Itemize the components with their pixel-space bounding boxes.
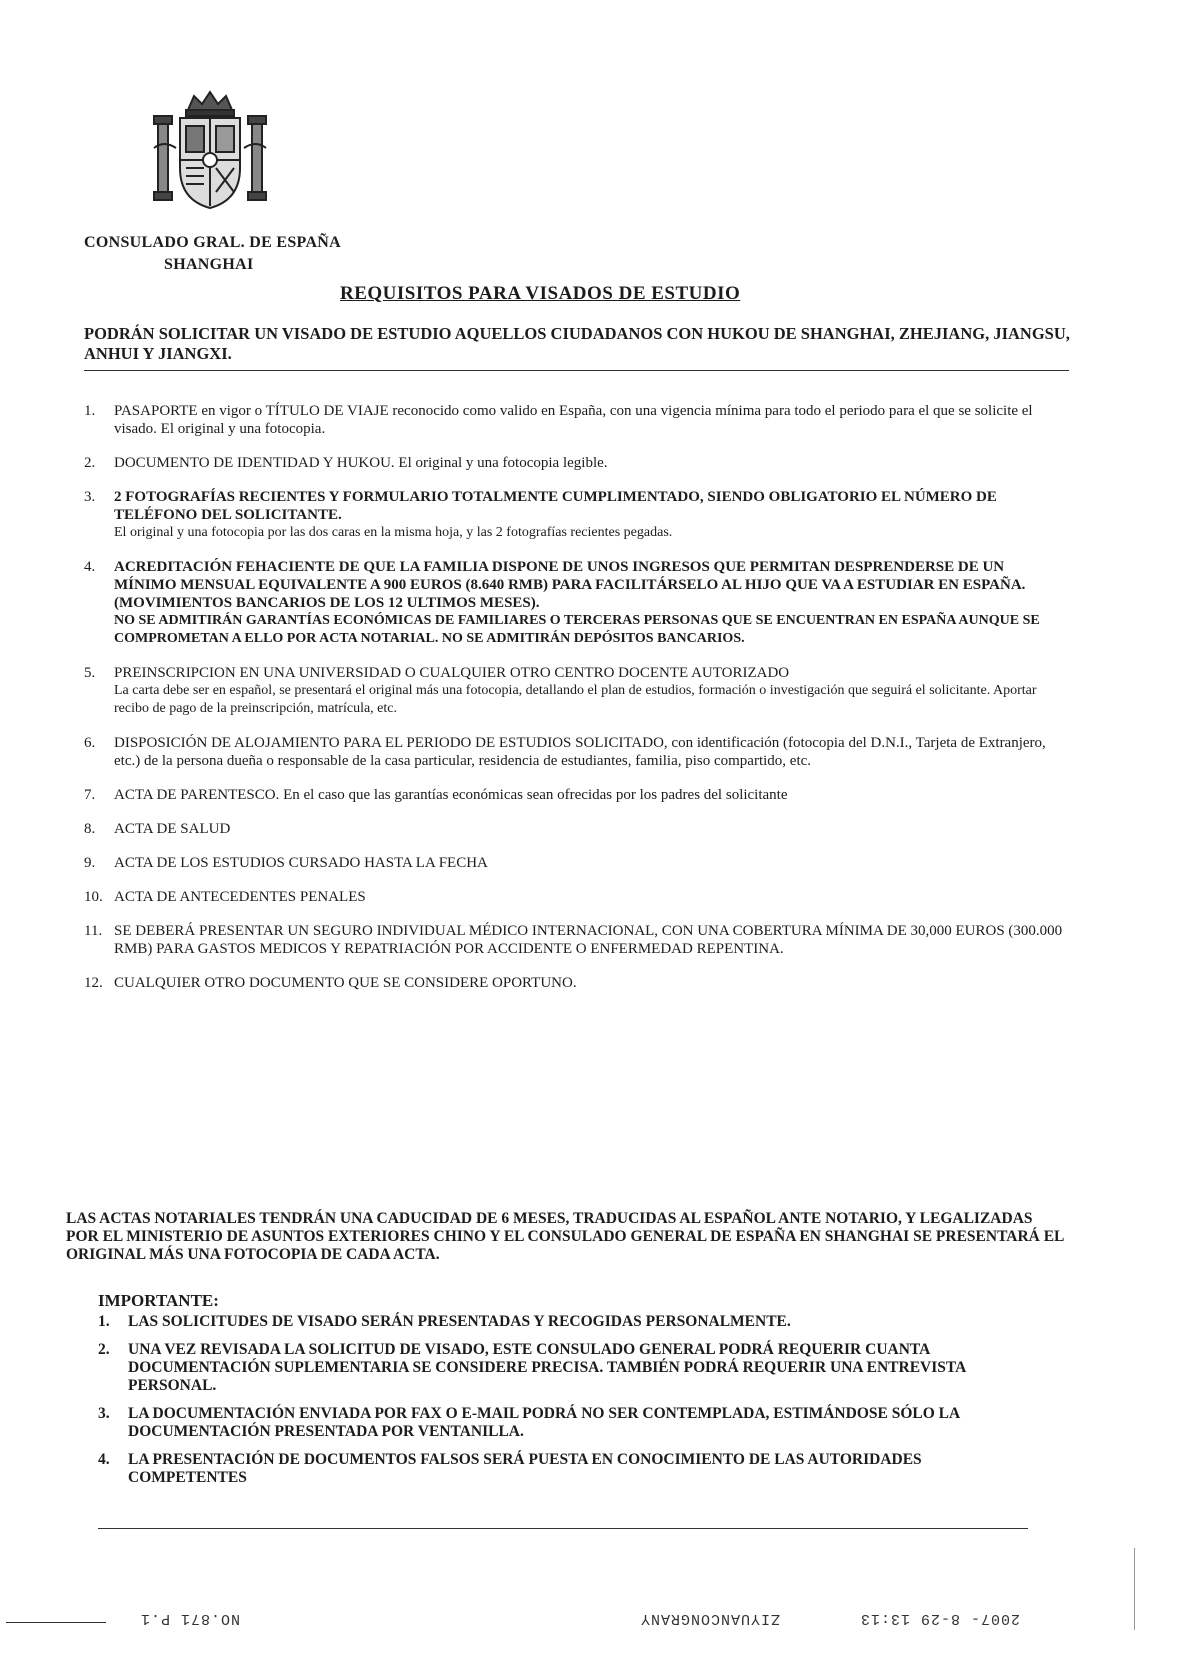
consulate-name	[84, 232, 341, 276]
item-number: 7.	[84, 787, 96, 803]
important-heading: IMPORTANTE:	[98, 1291, 219, 1310]
item-text: DOCUMENTO DE IDENTIDAD Y HUKOU. El original y una fotocopia legible.	[114, 455, 608, 471]
list-item	[84, 734, 1064, 770]
item-number: 8.	[84, 821, 96, 837]
item-text: ACTA DE SALUD	[114, 821, 231, 837]
intro-paragraph: PODRÁN SOLICITAR UN VISADO DE ESTUDIO AQUELLOS CIUDADANOS CON HUKOU DE SHANGHAI, ZHEJIANG, JIANGSU, ANHUI Y JIANGXI.	[84, 324, 1070, 363]
item-text: ACTA DE PARENTESCO. En el caso que las garantías económicas sean ofrecidas por los padres del solicitante	[114, 787, 788, 803]
item-text: 2 FOTOGRAFÍAS RECIENTES Y FORMULARIO TOTALMENTE CUMPLIMENTADO, SIENDO OBLIGATORIO EL NÚMERO DE TELÉFONO DEL SOLICITANTE.	[114, 489, 997, 523]
item-number: 1.	[84, 403, 96, 419]
list-item	[84, 558, 1064, 648]
spanish-coat-of-arms-icon	[150, 88, 270, 213]
page-title: REQUISITOS PARA VISADOS DE ESTUDIO	[340, 283, 741, 304]
item-text: LA DOCUMENTACIÓN ENVIADA POR FAX O E-MAIL PODRÁ NO SER CONTEMPLADA, ESTIMÁNDOSE SÓLO LA DOCUMENTACIÓN PRESENTADA POR VENTANILLA.	[128, 1405, 960, 1440]
list-item	[84, 786, 1064, 804]
list-item	[98, 1341, 1038, 1395]
item-text: SE DEBERÁ PRESENTAR UN SEGURO INDIVIDUAL MÉDICO INTERNACIONAL, CON UNA COBERTURA MÍNIMA DE 30,000 EUROS (300.000 RMB) PARA GASTOS MEDICOS Y REPATRIACIÓN POR ACCIDENTE O ENFERMEDAD REPENTINA.	[114, 923, 1063, 957]
item-text: CUALQUIER OTRO DOCUMENTO QUE SE CONSIDERE OPORTUNO.	[114, 975, 577, 991]
item-text: ACTA DE ANTECEDENTES PENALES	[114, 889, 366, 905]
item-text: DISPOSICIÓN DE ALOJAMIENTO PARA EL PERIODO DE ESTUDIOS SOLICITADO, con identificación (fotocopia del D.N.I., Tarjeta de Extranjero, etc.) de la persona dueña o responsable de la casa particular, residencia de estudiantes, familia, piso compartido, etc.	[114, 735, 1046, 769]
item-number: 2.	[98, 1341, 110, 1358]
item-number: 1.	[98, 1313, 110, 1330]
item-subtext: El original y una fotocopia por las dos caras en la misma hoja, y las 2 fotografías recientes pegadas.	[114, 525, 673, 540]
item-text: LAS SOLICITUDES DE VISADO SERÁN PRESENTADAS Y RECOGIDAS PERSONALMENTE.	[128, 1313, 791, 1330]
item-number: 11.	[84, 923, 103, 939]
item-number: 9.	[84, 855, 96, 871]
item-number: 4.	[98, 1451, 110, 1468]
divider-bottom	[98, 1528, 1028, 1529]
consulate-line-2: SHANGHAI	[164, 256, 254, 273]
item-text: ACTA DE LOS ESTUDIOS CURSADO HASTA LA FECHA	[114, 855, 488, 871]
list-item	[98, 1405, 1038, 1441]
item-number: 3.	[84, 489, 96, 505]
item-number: 10.	[84, 889, 103, 905]
item-text: PASAPORTE en vigor o TÍTULO DE VIAJE reconocido como valido en España, con una vigencia mínima para todo el periodo para el que se solicite el visado. El original y una fotocopia.	[114, 403, 1033, 437]
item-text: UNA VEZ REVISADA LA SOLICITUD DE VISADO, ESTE CONSULADO GENERAL PODRÁ REQUERIR CUANTA DOCUMENTACIÓN SUPLEMENTARIA SE CONSIDERE PRECISA. TAMBIÉN PODRÁ REQUERIR UNA ENTREVISTA PERSONAL.	[128, 1341, 966, 1394]
item-text: ACREDITACIÓN FEHACIENTE DE QUE LA FAMILIA DISPONE DE UNOS INGRESOS QUE PERMITAN DESPRENDERSE DE UN MÍNIMO MENSUAL EQUIVALENTE A 900 EUROS (8.640 RMB) PARA FACILITÁRSELO AL HIJO QUE VA A ESTUDIAR EN ESPAÑA. (MOVIMIENTOS BANCARIOS DE LOS 12 ULTIMOS MESES).	[114, 559, 1026, 611]
list-item	[84, 854, 1064, 872]
item-subtext: La carta debe ser en español, se presentará el original más una fotocopia, detallando el plan de estudios, formación o investigación que seguirá el solicitante. Aportar recibo de pago de la preinscripción, matrícula, etc.	[114, 683, 1037, 716]
fax-datetime: 2007- 8-29 13:13	[860, 1610, 1021, 1627]
item-number: 5.	[84, 665, 96, 681]
notarial-notice: LAS ACTAS NOTARIALES TENDRÁN UNA CADUCIDAD DE 6 MESES, TRADUCIDAS AL ESPAÑOL ANTE NOTARIO, Y LEGALIZADAS POR EL MINISTERIO DE ASUNTOS EXTERIORES CHINO Y EL CONSULADO GENERAL DE ESPAÑA EN SHANGHAI SE PRESENTARÁ EL ORIGINAL MÁS UNA FOTOCOPIA DE CADA ACTA.	[66, 1210, 1064, 1263]
item-number: 6.	[84, 735, 96, 751]
list-item	[84, 402, 1064, 438]
item-text: LA PRESENTACIÓN DE DOCUMENTOS FALSOS SERÁ PUESTA EN CONOCIMIENTO DE LAS AUTORIDADES COMPETENTES	[128, 1451, 922, 1486]
list-item	[84, 974, 1064, 992]
list-item	[84, 488, 1064, 542]
item-number: 12.	[84, 975, 103, 991]
item-number: 2.	[84, 455, 96, 471]
fax-line-left	[6, 1622, 106, 1623]
list-item	[84, 888, 1064, 906]
list-item	[98, 1451, 1038, 1487]
item-number: 4.	[84, 559, 96, 575]
list-item	[84, 922, 1064, 958]
divider-top	[84, 370, 1069, 371]
list-item	[84, 454, 1064, 472]
fax-sender-id: ZIYUANCONGRANY	[640, 1610, 781, 1627]
consulate-line-1: CONSULADO GRAL. DE ESPAÑA	[84, 234, 342, 251]
list-item	[84, 664, 1064, 718]
page-edge-mark	[1134, 1548, 1135, 1630]
important-list	[98, 1313, 1038, 1497]
list-item	[98, 1313, 1038, 1331]
item-text: PREINSCRIPCION EN UNA UNIVERSIDAD O CUALQUIER OTRO CENTRO DOCENTE AUTORIZADO	[114, 665, 790, 681]
list-item	[84, 820, 1064, 838]
item-number: 3.	[98, 1405, 110, 1422]
fax-page-number: NO.871 P.1	[140, 1610, 241, 1627]
item-subtext: NO SE ADMITIRÁN GARANTÍAS ECONÓMICAS DE FAMILIARES O TERCERAS PERSONAS QUE SE ENCUENTRAN EN ESPAÑA AUNQUE SE COMPROMETAN A ELLO POR ACTA NOTARIAL. NO SE ADMITIRÁN DEPÓSITOS BANCARIOS.	[114, 613, 1040, 646]
requirements-list	[84, 402, 1064, 1008]
